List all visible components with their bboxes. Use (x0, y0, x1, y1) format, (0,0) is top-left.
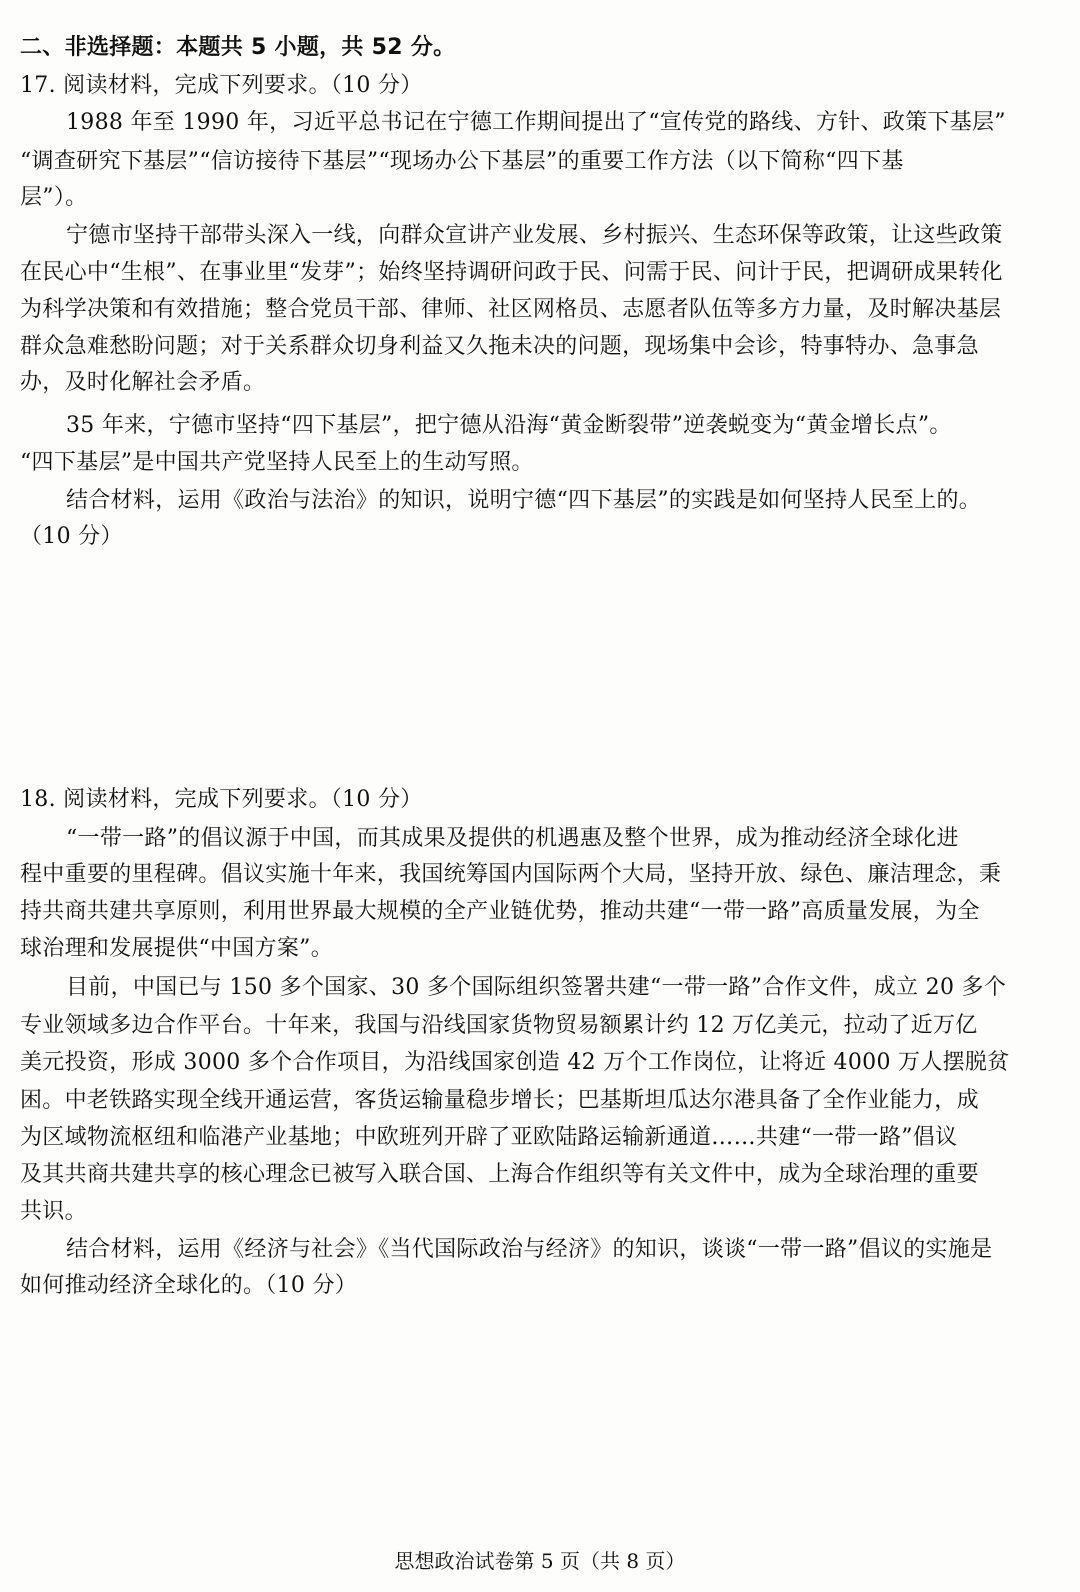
q18-line: 美元投资，形成 3000 多个合作项目，为沿线国家创造 42 万个工作岗位，让将近 4000 万人摆脱贫 (20, 1050, 1010, 1075)
q18-line: 及其共商共建共享的核心理念已被写入联合国、上海合作组织等有关文件中，成为全球治理的重要 (20, 1162, 979, 1187)
q18-line: 困。中老铁路实现全线开通运营，客货运输量稳步增长；巴基斯坦瓜达尔港具备了全作业能力，成 (20, 1088, 979, 1113)
q18-line: 持共商共建共享原则，利用世界最大规模的全产业链优势，推动共建“一带一路”高质量发展，为全 (20, 899, 980, 924)
q17-line: “四下基层”是中国共产党坚持人民至上的生动写照。 (20, 450, 534, 475)
q18-line: 专业领域多边合作平台。十年来，我国与沿线国家货物贸易额累计约 12 万亿美元，拉动了近万亿 (20, 1013, 978, 1038)
q17-question: 结合材料，运用《政治与法治》的知识，说明宁德“四下基层”的实践是如何坚持人民至上的。 (66, 488, 982, 513)
q17-points: （10 分） (20, 524, 123, 549)
q18-question: 结合材料，运用《经济与社会》《当代国际政治与经济》的知识，谈谈“一带一路”倡议的实施是 (66, 1237, 993, 1262)
q17-line: 1988 年至 1990 年，习近平总书记在宁德工作期间提出了“宣传党的路线、方针、政策下基层” (66, 110, 1006, 135)
q17-line: 35 年来，宁德市坚持“四下基层”，把宁德从沿海“黄金断裂带”逆袭蜕变为“黄金增长点”。 (66, 413, 952, 438)
q17-line: 为科学决策和有效措施；整合党员干部、律师、社区网格员、志愿者队伍等多方力量，及时解决基层 (20, 297, 1002, 322)
q18-line: “一带一路”的倡议源于中国，而其成果及提供的机遇惠及整个世界，成为推动经济全球化进 (66, 826, 959, 851)
q17-line: 宁德市坚持干部带头深入一线，向群众宣讲产业发展、乡村振兴、生态环保等政策，让这些政策 (66, 223, 1003, 248)
q17-line: 在民心中“生根”、在事业里“发芽”；始终坚持调研问政于民、问需于民、问计于民，把调研成果转化 (20, 260, 1003, 285)
q17-line: 群众急难愁盼问题；对于关系群众切身利益又久拖未决的问题，现场集中会诊，特事特办、急事急 (20, 334, 979, 359)
q18-line: 程中重要的里程碑。倡议实施十年来，我国统筹国内国际两个大局，坚持开放、绿色、廉洁理念，秉 (20, 862, 1002, 887)
q17-line: “调查研究下基层”“信访接待下基层”“现场办公下基层”的重要工作方法（以下简称“四下基 (20, 149, 904, 174)
q18-line: 目前，中国已与 150 多个国家、30 多个国际组织签署共建“一带一路”合作文件，成立 20 多个 (66, 975, 1007, 1000)
q18-title: 18. 阅读材料，完成下列要求。（10 分） (20, 787, 423, 812)
section-heading: 二、非选择题：本题共 5 小题，共 52 分。 (20, 35, 456, 60)
q17-title: 17. 阅读材料，完成下列要求。（10 分） (20, 73, 423, 98)
q18-question: 如何推动经济全球化的。（10 分） (20, 1273, 358, 1298)
q18-line: 共识。 (20, 1199, 87, 1224)
page-footer: 思想政治试卷第 5 页（共 8 页） (394, 1549, 686, 1573)
q17-line: 办，及时化解社会矛盾。 (20, 370, 266, 395)
q17-line: 层”）。 (20, 185, 88, 210)
q18-line: 球治理和发展提供“中国方案”。 (20, 936, 333, 961)
q18-line: 为区域物流枢纽和临港产业基地；中欧班列开辟了亚欧陆路运输新通道……共建“一带一路”倡议 (20, 1125, 958, 1150)
